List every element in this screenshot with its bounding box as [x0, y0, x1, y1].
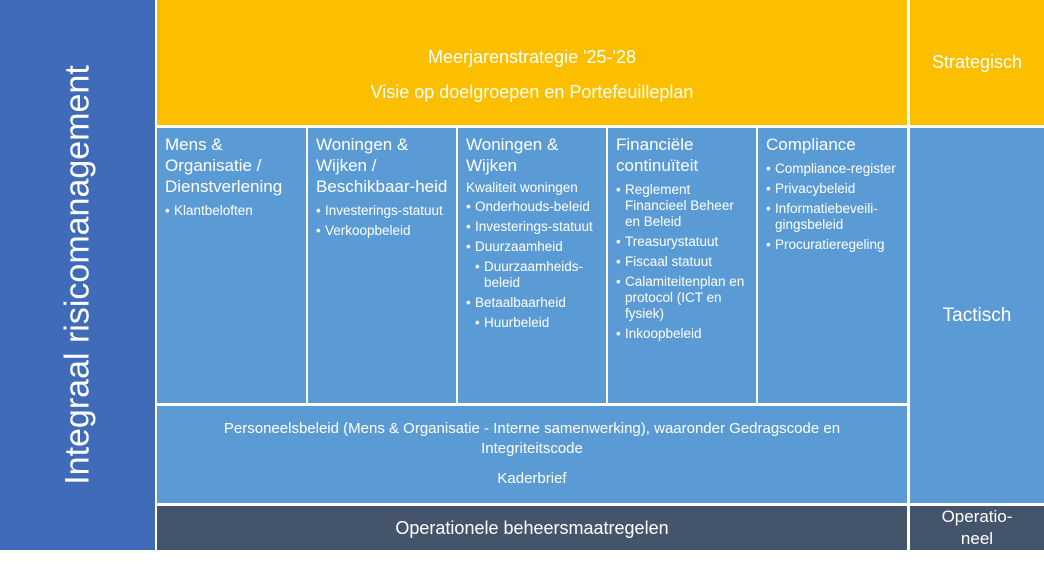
list-item: • Privacybeleid [766, 181, 901, 197]
list-item: • Duurzaamheid [466, 239, 600, 255]
level-strategic: Strategisch [910, 0, 1044, 125]
column-financiele-continuiteit [608, 128, 756, 403]
column-woningen-kwaliteit [458, 128, 606, 403]
column-items [466, 199, 600, 331]
list-item: • Informatiebeveili-gingsbeleid [766, 201, 901, 233]
list-item: • Investerings-statuut [466, 219, 600, 235]
list-item: • Fiscaal statuut [616, 254, 750, 270]
list-item: • Onderhouds-beleid [466, 199, 600, 215]
list-item: • Verkoopbeleid [316, 223, 450, 239]
column-compliance [758, 128, 907, 403]
strategy-subtitle: Visie op doelgroepen en Portefeuilleplan [370, 82, 694, 102]
list-item: • Compliance-register [766, 161, 901, 177]
list-item: • Duurzaamheids-beleid [475, 259, 600, 291]
column-items [766, 161, 901, 253]
level-operational [910, 506, 1044, 550]
list-item: • Betaalbaarheid [466, 295, 600, 311]
list-item: • Calamiteitenplan en protocol (ICT en fysiek) [616, 274, 750, 322]
column-title: Woningen & Wijken / Beschikbaar-heid [316, 135, 448, 196]
list-item: • Procuratieregeling [766, 237, 901, 253]
operational-measures-bar: Operationele beheersmaatregelen [157, 506, 907, 550]
column-items [616, 182, 750, 342]
left-vertical-band [0, 0, 155, 550]
list-item: • Investerings-statuut [316, 203, 450, 219]
column-woningen-beschikbaarheid [308, 128, 456, 403]
integraal-risicomanagement-label: Integraal risicomanagement [58, 65, 96, 485]
column-items [316, 203, 450, 239]
strategy-title: Meerjarenstrategie '25-'28 [428, 47, 636, 67]
level-operational-label: Operatio- neel [941, 507, 1013, 548]
column-subtitle: Kwaliteit woningen [466, 180, 578, 195]
list-item: • Klantbeloften [165, 203, 300, 219]
column-title: Compliance [766, 135, 856, 154]
column-title: Financiële continuïteit [616, 135, 699, 175]
column-items [165, 203, 300, 219]
strategy-box [157, 0, 907, 125]
personeelsbeleid-text: Personeelsbeleid (Mens & Organisatie - Interne samenwerking), waaronder Gedragscode en Integriteitscode [223, 420, 841, 457]
list-item: • Reglement Financieel Beheer en Beleid [616, 182, 750, 230]
list-item: • Treasurystatuut [616, 234, 750, 250]
personeelsbeleid-box [157, 406, 907, 503]
column-title: Mens & Organisatie / Dienstverlening [165, 135, 283, 196]
column-title: Woningen & Wijken [466, 135, 559, 175]
list-item: • Inkoopbeleid [616, 326, 750, 342]
kaderbrief-text: Kaderbrief [497, 470, 567, 487]
level-tactical: Tactisch [910, 128, 1044, 503]
column-mens-organisatie [157, 128, 306, 403]
list-item: • Huurbeleid [475, 315, 600, 331]
